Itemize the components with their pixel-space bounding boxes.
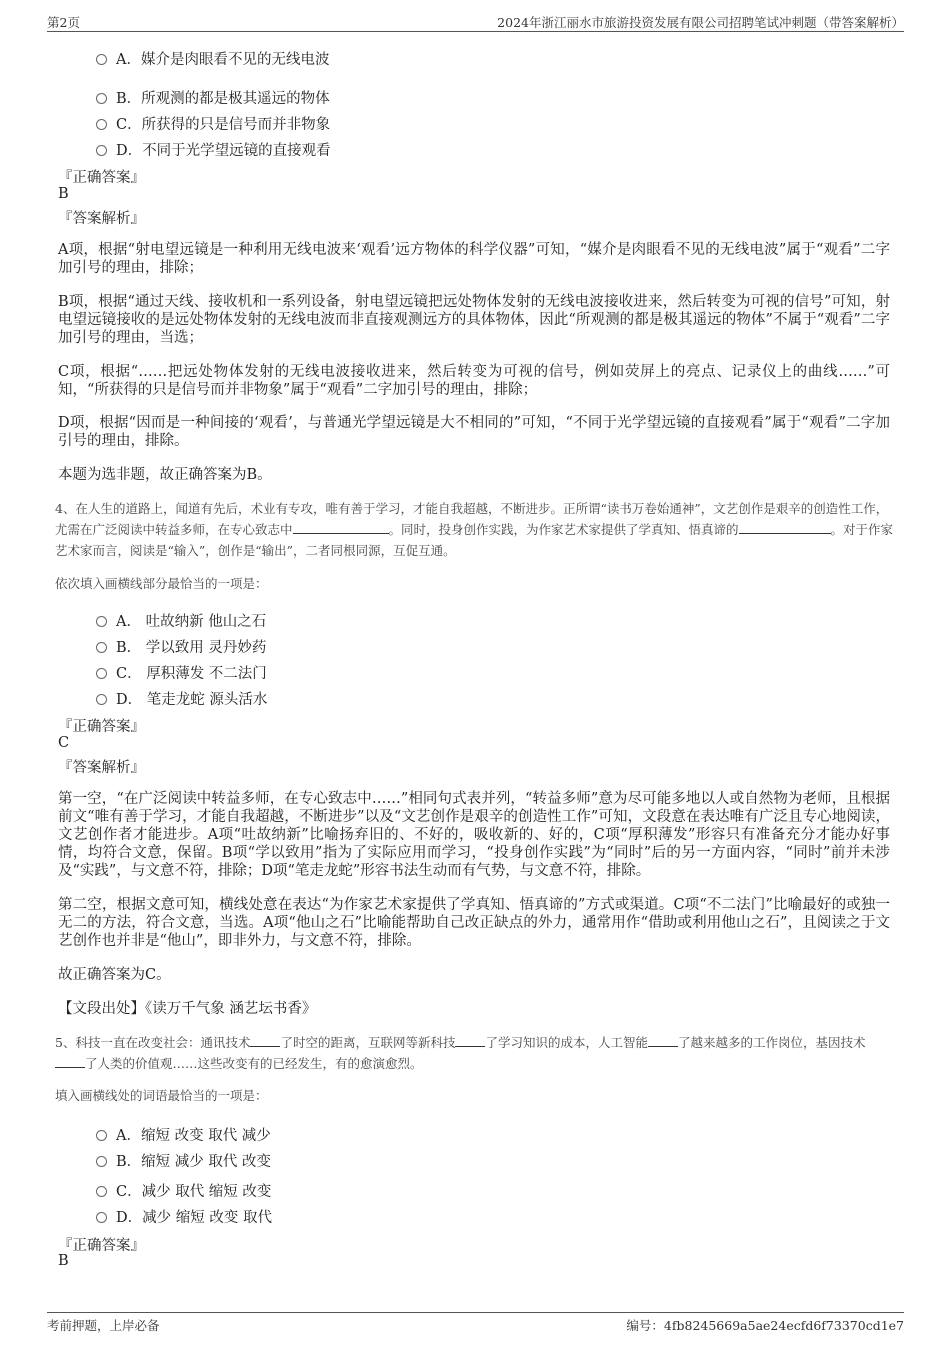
q4-option-d[interactable]: D． 笔走龙蛇 源头活水 — [96, 688, 267, 709]
page-footer — [47, 1312, 904, 1333]
radio-icon[interactable] — [96, 642, 107, 653]
q5-answer-label: 『正确答案』 — [58, 1238, 145, 1254]
radio-icon[interactable] — [96, 1130, 107, 1141]
document-id: 编号：4fb8245669a5ae24ecfd6f73370cd1e7 — [626, 1318, 904, 1333]
q4-conclusion: 故正确答案为C。 — [58, 967, 171, 983]
q4-option-c[interactable]: C． 厚积薄发 不二法门 — [96, 662, 267, 683]
radio-icon[interactable] — [96, 1212, 107, 1223]
q5-stem: 5、科技一直在改变社会：通讯技术 了时空的距离，互联网等新科技 了学习知识的成本，人工智能 了越来越多的工作岗位，基因技术了人类的价值观……这些改变有的已经发生，有的愈演愈烈。 — [55, 1035, 866, 1071]
q4-analysis-second-blank: 第二空，根据文意可知，横线处意在表达“为作家艺术家提供了学真知、悟真谛的”方式或渠道。C项“不二法门”比喻最好的或独一无二的方法，符合文意，当选。A项“他山之石”比喻能帮助自己改正缺点的外力，通常用作“借助或利用他山之石”，且阅读之于文艺创作也并非是“他山”，即非外力，与文意不符，排除。 — [58, 897, 890, 949]
q3-option-b[interactable]: B．所观测的都是极其遥远的物体 — [96, 87, 330, 108]
q3-analysis-d: D项，根据“因而是一种间接的‘观看’，与普通光学望远镜是大不相同的”可知，“不同于光学望远镜的直接观看”属于“观看”二字加引号的理由，排除。 — [58, 415, 890, 449]
q3-conclusion: 本题为选非题，故正确答案为B。 — [58, 467, 272, 483]
q3-answer-label: 『正确答案』 — [58, 170, 145, 186]
blank-line — [250, 1034, 280, 1047]
footer-slogan: 考前押题，上岸必备 — [47, 1318, 160, 1333]
q5-answer: B — [58, 1253, 69, 1269]
q5-prompt: 填入画横线处的词语最恰当的一项是： — [55, 1088, 268, 1103]
q3-option-c[interactable]: C．所获得的只是信号而并非物象 — [96, 113, 330, 134]
blank-line — [648, 1034, 678, 1047]
q4-stem: 4、在人生的道路上，闻道有先后，术业有专攻，唯有善于学习，才能自我超越，不断进步。正所谓“读书万卷始通神”，文艺创作是艰辛的创造性工作，尤需在广泛阅读中转益多师，在专心致志中 。同时，投身创作实践，为作家艺术家提供了学真知、悟真谛的 。对于作家艺术家而言，阅读是“输入”，创作是“输出”，二者同根同源，互促互通。 — [55, 501, 894, 558]
radio-icon[interactable] — [96, 668, 107, 679]
q5-option-d[interactable]: D．减少 缩短 改变 取代 — [96, 1206, 272, 1227]
q5-option-c[interactable]: C．减少 取代 缩短 改变 — [96, 1180, 271, 1201]
q3-analysis-b: B项，根据“通过天线、接收机和一系列设备，射电望远镜把远处物体发射的无线电波接收进来，然后转变为可视的信号”可知，射电望远镜接收的是远处物体发射的无线电波而非直接观测远方的具体物体，因此“所观测的都是极其遥远的物体”不属于“观看”二字加引号的理由，当选； — [58, 294, 890, 346]
radio-icon[interactable] — [96, 145, 107, 156]
q4-answer: C — [58, 735, 70, 751]
q4-source: 【文段出处】《读万千气象 涵艺坛书香》 — [58, 1001, 317, 1017]
q3-analysis-label: 『答案解析』 — [58, 211, 145, 227]
q4-option-a[interactable]: A． 吐故纳新 他山之石 — [96, 610, 266, 631]
q4-analysis-label: 『答案解析』 — [58, 760, 145, 776]
q4-option-b[interactable]: B． 学以致用 灵丹妙药 — [96, 636, 266, 657]
radio-icon[interactable] — [96, 54, 107, 65]
radio-icon[interactable] — [96, 93, 107, 104]
radio-icon[interactable] — [96, 694, 107, 705]
q5-option-a[interactable]: A．缩短 改变 取代 减少 — [96, 1124, 271, 1145]
q3-analysis-a: A项，根据“射电望远镜是一种利用无线电波来‘观看’远方物体的科学仪器”可知，“媒介是肉眼看不见的无线电波”属于“观看”二字加引号的理由，排除； — [58, 242, 890, 276]
q4-answer-label: 『正确答案』 — [58, 719, 145, 735]
radio-icon[interactable] — [96, 1156, 107, 1167]
page-number: 第2页 — [47, 15, 80, 30]
q3-option-a[interactable]: A．媒介是肉眼看不见的无线电波 — [96, 48, 329, 69]
q3-analysis-c: C项，根据“……把远处物体发射的无线电波接收进来，然后转变为可视的信号，例如荧屏上的亮点、记录仪上的曲线……”可知，“所获得的只是信号而并非物象”属于“观看”二字加引号的理由，排除； — [58, 364, 890, 398]
radio-icon[interactable] — [96, 119, 107, 130]
blank-line — [293, 521, 389, 534]
q4-prompt: 依次填入画横线部分最恰当的一项是： — [55, 576, 268, 591]
document-title: 2024年浙江丽水市旅游投资发展有限公司招聘笔试冲刺题（带答案解析） — [497, 15, 904, 30]
q4-analysis-first-blank: 第一空，“在广泛阅读中转益多师，在专心致志中……”相同句式表并列，“转益多师”意为尽可能多地以人或自然物为老师，且根据前文“唯有善于学习，才能自我超越，不断进步”以及“文艺创作是艰辛的创造性工作”可知，文段意在表达唯有广泛且专心地阅读，文艺创作者才能进步。A项“吐故纳新”比喻扬弃旧的、不好的，吸收新的、好的，C项“厚积薄发”形容只有准备充分才能办好事情，均符合文意，保留。B项“学以致用”指为了实际应用而学习，“投身创作实践”为“同时”后的另一方面内容，“同时”前并未涉及“实践”，与文意不符，排除；D项“笔走龙蛇”形容书法生动而有气势，与文意不符，排除。 — [58, 791, 890, 879]
q5-option-b[interactable]: B．缩短 减少 取代 改变 — [96, 1150, 271, 1171]
radio-icon[interactable] — [96, 616, 107, 627]
radio-icon[interactable] — [96, 1186, 107, 1197]
blank-line — [455, 1034, 485, 1047]
q3-answer: B — [58, 186, 69, 202]
q3-option-d[interactable]: D．不同于光学望远镜的直接观看 — [96, 139, 331, 160]
blank-line — [55, 1055, 85, 1068]
blank-line — [739, 521, 831, 534]
page-header — [47, 13, 904, 32]
